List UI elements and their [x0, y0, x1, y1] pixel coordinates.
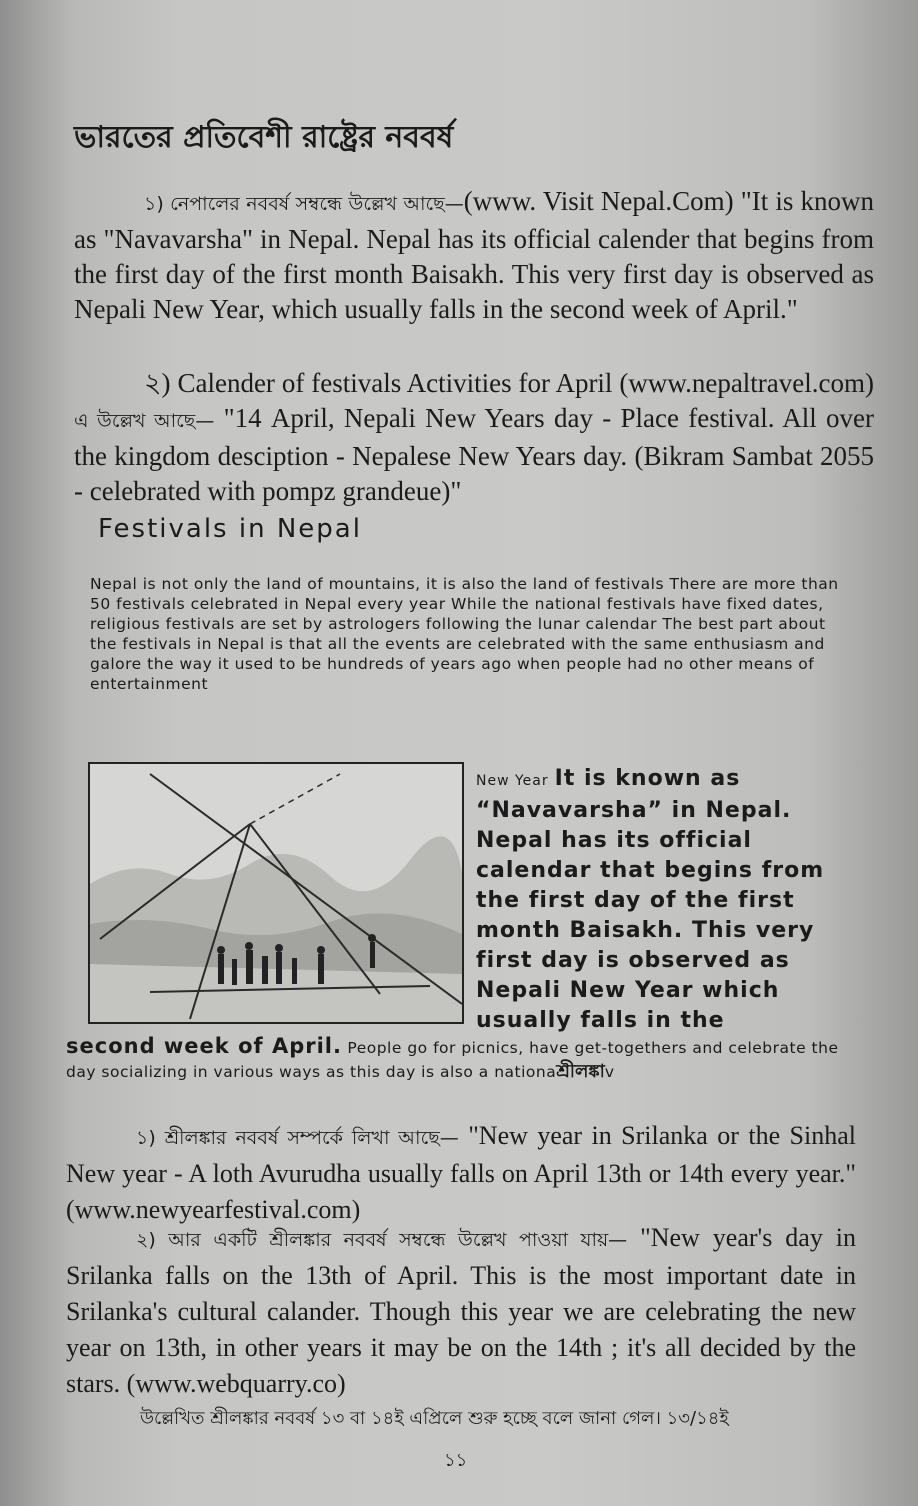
new-year-bold-text: It is known as “Navavarsha” in Nepal. Nepal has its official calendar that begins from the first day of the first month Baisakh. This very first day is observed as Nepali New Year which usually falls in the: [476, 766, 825, 1033]
closing-line: উল্লেখিত শ্রীলঙ্কার নববর্ষ ১৩ বা ১৪ই এপ্রিলে শুরু হচ্ছে বলে জানা গেল। ১৩/১৪ই: [140, 1408, 729, 1429]
continuation-bold: second week of April.: [66, 1034, 342, 1058]
page-number: ১১: [444, 1450, 468, 1471]
continuation-trail: v: [604, 1063, 615, 1081]
paragraph-srilanka-1-bengali: ১) শ্রীলঙ্কার নববর্ষ সম্পর্কে লিখা আছে—: [136, 1127, 459, 1149]
paragraph-srilanka-1: [66, 1118, 856, 1228]
inset-title: Festivals in Nepal: [98, 514, 362, 544]
continuation-text: People go for picnics, have get-togethers and celebrate the day socializing in various ways as this day is also a nationa: [66, 1039, 839, 1081]
paragraph-srilanka-1-english: "New year in Srilanka or the Sinhal New year - A loth Avurudha usually falls on April 13th or 14th every year." (www.newyearfestival.com): [66, 1121, 856, 1224]
paragraph-nepal-2: [74, 366, 874, 509]
photo-illustration: [90, 764, 462, 1022]
paragraph-srilanka-2: [66, 1220, 856, 1402]
paragraph-nepal-1-bengali: ১) নেপালের নববর্ষ সম্বন্ধে উল্লেখ আছে—: [144, 193, 464, 215]
paragraph-srilanka-2-bengali: ২) আর একটি শ্রীলঙ্কার নববর্ষ সম্বন্ধে উল্লেখ পাওয়া যায়—: [136, 1229, 628, 1251]
paragraph-nepal-1: [74, 184, 874, 327]
srilanka-heading: শ্রীলঙ্কা: [556, 1061, 605, 1082]
new-year-photo: [88, 762, 464, 1024]
paragraph-nepal-2-bengali: এ উল্লেখ আছে—: [74, 410, 215, 432]
paragraph-nepal-2-english-b: "14 April, Nepali New Years day - Place festival. All over the kingdom desciption - Nepalese New Years day. (Bikram Sambat 2055 - celebrated with pompz grandeue)": [74, 403, 874, 506]
new-year-description: [476, 764, 866, 1036]
paragraph-nepal-2-english-a: ২) Calender of festivals Activities for April (www.nepaltravel.com): [144, 368, 874, 398]
paragraph-srilanka-2-english: "New year's day in Srilanka falls on the 13th of April. This is the most important date in Srilanka's cultural calander. Though this year we are celebrating the new year on 13th, in other years it may be on the 14th ; it's all decided by the stars. (www.webquarry.co): [66, 1223, 856, 1398]
paragraph-nepal-1-english: (www. Visit Nepal.Com) "It is known as "Navavarsha" in Nepal. Nepal has its official calender that begins from the first day of the first month Baisakh. This very first day is observed as Nepali New Year, which usually falls in the second week of April.": [74, 186, 875, 324]
new-year-label: New Year: [476, 773, 549, 789]
inset-intro-text: Nepal is not only the land of mountains, it is also the land of festivals There are more than 50 festivals celebrated in Nepal every year While the national festivals have fixed dates, religious festivals are set by astrologers following the lunar calendar The best part about the festivals in Nepal is that all the events are celebrated with the same enthusiasm and galore the way it used to be hundreds of years ago when people had no other means of entertainment: [90, 575, 839, 693]
page-heading: ভারতের প্রতিবেশী রাষ্ট্রের নববর্ষ: [74, 120, 454, 155]
new-year-continuation: [66, 1034, 856, 1084]
